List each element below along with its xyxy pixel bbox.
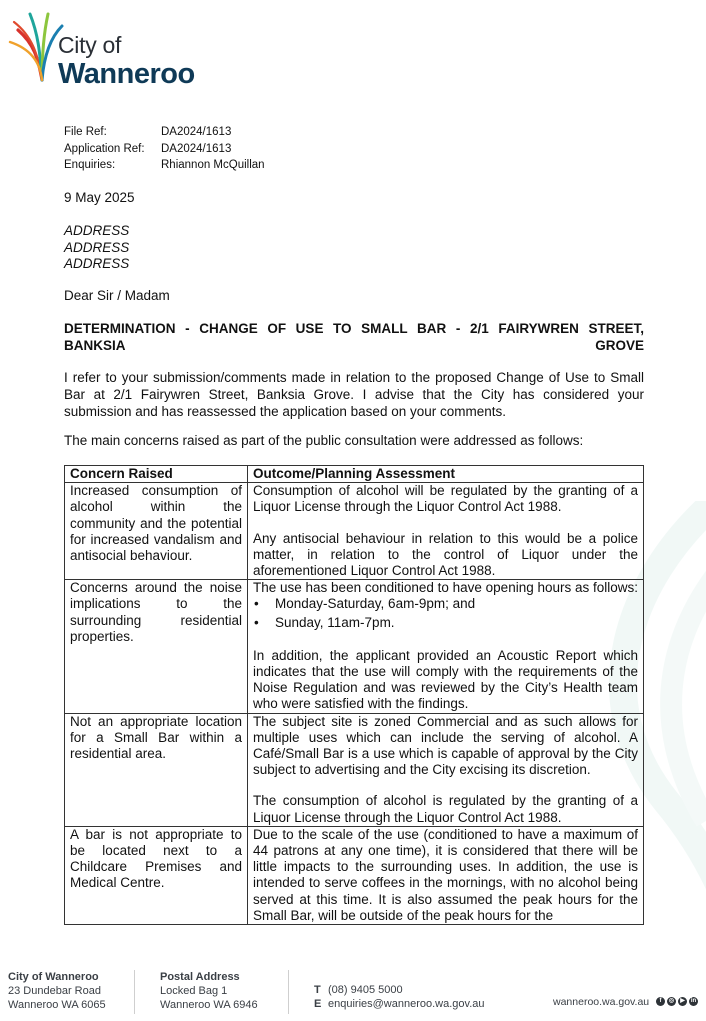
reference-block	[64, 124, 265, 174]
ref-value: Rhiannon McQuillan	[161, 159, 265, 171]
footer-postal-title: Postal Address	[160, 971, 240, 983]
header-outcome: Outcome/Planning Assessment	[248, 466, 644, 483]
footer-postal-line: Wanneroo WA 6946	[160, 999, 258, 1011]
outcome-cell	[248, 580, 644, 713]
list-item: • Monday-Saturday, 6am-9pm; and	[275, 596, 638, 612]
outcome-cell	[248, 713, 644, 826]
concern-cell: Not an appropriate location for a Small Bar within a residential area.	[65, 713, 248, 826]
letter-date: 9 May 2025	[64, 190, 135, 205]
ref-label: Application Ref:	[64, 142, 145, 155]
youtube-icon[interactable]: ▶	[678, 997, 687, 1006]
outcome-paragraph: Due to the scale of the use (conditioned to have a maximum of 44 patrons at any one time), it is considered that there will be little impacts to the surrounding uses. In addition, the use is intended to serve coffees in the mornings, with no alcohol being served at this time. It is also assumed the peak hours for the Small Bar, will be outside of the peak hours for the	[253, 826, 638, 923]
email-key: E	[314, 998, 322, 1010]
table-row	[65, 713, 644, 826]
intro-paragraph	[64, 369, 644, 420]
outcome-paragraph: Any antisocial behaviour in relation to this would be a police matter, in relation to the control of Liquor under the aforementioned Liquor Control Act 1988.	[253, 530, 638, 579]
intro-line: I refer to your submission/comments made in relation to the proposed Change of Use to Small	[64, 370, 644, 385]
header-concern: Concern Raised	[65, 466, 248, 483]
footer-org	[8, 970, 106, 1012]
table-row	[65, 580, 644, 713]
page-footer	[0, 960, 706, 1020]
list-item: • Sunday, 11am-7pm.	[275, 615, 638, 631]
concerns-table	[64, 465, 644, 925]
ref-value: DA2024/1613	[161, 142, 232, 155]
concern-cell: Concerns around the noise implications to the surrounding residential properties.	[65, 580, 248, 713]
ref-label: File Ref:	[64, 126, 107, 138]
ref-row-file	[64, 124, 265, 141]
ref-row-enquiries	[64, 157, 265, 174]
opening-hours-list	[253, 596, 638, 630]
address-line: ADDRESS	[64, 256, 130, 271]
salutation: Dear Sir / Madam	[64, 288, 170, 303]
outcome-paragraph: The use has been conditioned to have opening hours as follows:	[253, 580, 639, 596]
outcome-paragraph: The consumption of alcohol is regulated by the granting of a Liquor License through the Liquor Control Act 1988.	[253, 793, 638, 825]
recipient-address	[64, 223, 129, 273]
outcome-paragraph: The subject site is zoned Commercial and as such allows for multiple uses which can include the serving of alcohol. A Café/Small Bar is a use which is capable of approval by the City subject to advertising and the City excising its discretion.	[253, 713, 638, 778]
table-row	[65, 483, 644, 580]
letter-heading: DETERMINATION - CHANGE OF USE TO SMALL BAR - 2/1 FAIRYWREN STREET, BANKSIA GROVE	[64, 321, 644, 353]
footer-divider	[134, 970, 135, 1014]
footer-divider	[288, 970, 289, 1014]
footer-org-line: Wanneroo WA 6065	[8, 999, 106, 1011]
footer-email[interactable]: enquiries@wanneroo.wa.gov.au	[328, 998, 485, 1010]
outcome-paragraph: In addition, the applicant provided an Acoustic Report which indicates that the use will comply with the requirements of the Noise Regulation and was reviewed by the City’s Health team who were satisfied with the findings.	[253, 647, 638, 712]
concerns-intro: The main concerns raised as part of the public consultation were addressed as follows:	[64, 433, 584, 448]
intro-line: submission and has reassessed the application based on your comments.	[64, 404, 506, 419]
footer-postal-line: Locked Bag 1	[160, 985, 228, 997]
footer-org-line: 23 Dundebar Road	[8, 985, 101, 997]
ref-row-application	[64, 141, 265, 158]
instagram-icon[interactable]: ◎	[668, 998, 675, 1004]
outcome-cell	[248, 826, 644, 924]
facebook-icon[interactable]: f	[656, 997, 665, 1006]
social-icons	[656, 997, 698, 1006]
table-row	[65, 826, 644, 924]
logo-text-city-of: City of	[58, 32, 122, 58]
footer-website[interactable]: wanneroo.wa.gov.au	[553, 996, 650, 1008]
concern-cell: A bar is not appropriate to be located next to a Childcare Premises and Medical Centre.	[65, 826, 248, 924]
footer-phone[interactable]: (08) 9405 5000	[328, 984, 403, 996]
intro-line: Bar at 2/1 Fairywren Street, Banksia Grove. I advise that the City has considered your	[64, 387, 644, 402]
city-logo	[8, 8, 228, 88]
concern-cell: Increased consumption of alcohol within the community and the potential for increased vandalism and antisocial behaviour.	[65, 483, 248, 580]
ref-label: Enquiries:	[64, 159, 116, 171]
phone-key: T	[314, 984, 321, 996]
footer-org-title: City of Wanneroo	[8, 971, 99, 983]
linkedin-icon[interactable]: in	[690, 998, 697, 1004]
footer-postal	[160, 970, 258, 1012]
outcome-paragraph: Consumption of alcohol will be regulated by the granting of a Liquor License through the Liquor Control Act 1988.	[253, 483, 638, 515]
footer-contact	[314, 983, 485, 1011]
ref-value: DA2024/1613	[161, 126, 232, 138]
address-line: ADDRESS	[64, 223, 130, 238]
logo-text-wanneroo: Wanneroo	[58, 58, 195, 90]
table-header-row	[65, 466, 644, 483]
outcome-cell	[248, 483, 644, 580]
address-line: ADDRESS	[64, 239, 130, 255]
